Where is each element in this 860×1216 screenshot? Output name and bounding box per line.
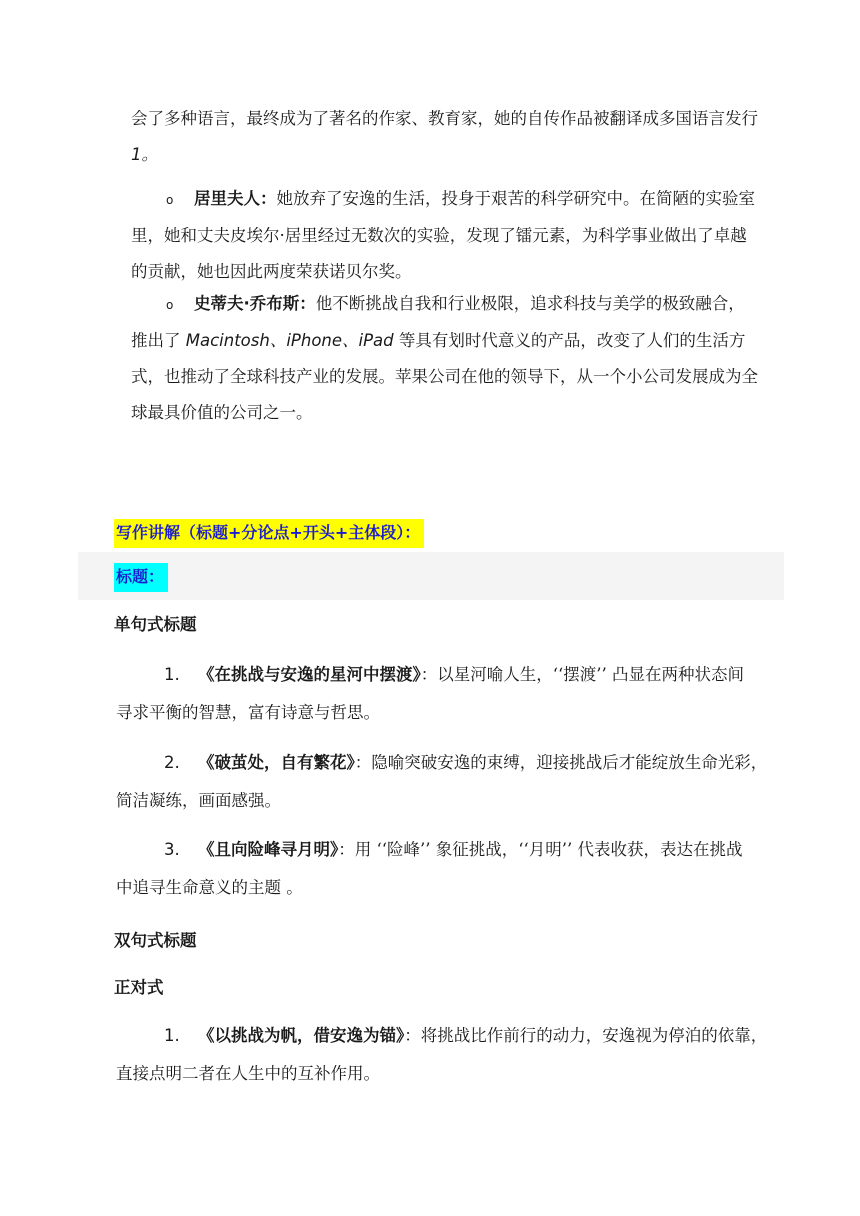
parallel-heading: 正对式 xyxy=(114,978,164,997)
intro-line-1: 会了多种语言，最终成为了著名的作家、教育家，她的自传作品被翻译成多国语言发行 xyxy=(131,109,758,128)
jobs-line-2-post: 等具有划时代意义的产品，改变了人们的生活方 xyxy=(393,331,746,350)
item-line-2: 直接点明二者在人生中的互补作用。 xyxy=(116,1064,380,1083)
curie-paragraph xyxy=(131,181,785,290)
curie-line-3: 的贡献，她也因此两度荣获诺贝尔奖。 xyxy=(131,262,412,281)
item-title: 《在挑战与安逸的星河中摆渡》 xyxy=(198,665,421,684)
double-heading: 双句式标题 xyxy=(114,931,197,950)
jobs-products: Macintosh、iPhone、iPad xyxy=(185,331,394,350)
parallel-item-1 xyxy=(114,1017,784,1093)
jobs-line-1: 他不断挑战自我和行业极限，追求科技与美学的极致融合， xyxy=(315,294,745,313)
item-number: 2. xyxy=(164,753,180,772)
item-line-2: 简洁凝练，画面感强。 xyxy=(116,791,281,810)
single-item-1 xyxy=(114,656,784,732)
intro-line-2: 1。 xyxy=(131,145,158,164)
item-line-1: ：用 ‘‘险峰’’ 象征挑战，‘‘月明’’ 代表收获，表达在挑战 xyxy=(338,840,743,859)
item-number: 1. xyxy=(164,665,180,684)
jobs-name: 史蒂夫·乔布斯： xyxy=(194,294,316,313)
single-item-3 xyxy=(114,831,784,907)
item-line-1: ：以星河喻人生，‘‘摆渡’’ 凸显在两种状态间 xyxy=(420,665,744,684)
item-line-1: ：隐喻突破安逸的束缚，迎接挑战后才能绽放生命光彩， xyxy=(354,753,768,772)
item-number: 1. xyxy=(164,1026,180,1045)
item-line-2: 寻求平衡的智慧，富有诗意与哲思。 xyxy=(116,703,380,722)
bullet-icon: o xyxy=(166,298,174,312)
curie-line-1: 她放弃了安逸的生活，投身于艰苦的科学研究中。在简陋的实验室 xyxy=(276,189,755,208)
jobs-line-3: 式，也推动了全球科技产业的发展。苹果公司在他的领导下，从一个小公司发展成为全 xyxy=(131,367,758,386)
item-title: 《破茧处，自有繁花》 xyxy=(198,753,355,772)
item-number: 3. xyxy=(164,840,180,859)
jobs-line-2-pre: 推出了 xyxy=(131,331,186,350)
jobs-line-4: 球最具价值的公司之一。 xyxy=(131,403,313,422)
section-heading xyxy=(114,520,424,543)
curie-line-2: 里，她和丈夫皮埃尔·居里经过无数次的实验，发现了镭元素，为科学事业做出了卓越 xyxy=(131,226,747,245)
jobs-paragraph xyxy=(131,286,785,431)
single-heading: 单句式标题 xyxy=(114,615,197,634)
bullet-icon: o xyxy=(166,193,174,207)
item-line-2: 中追寻生命意义的主题 。 xyxy=(116,878,303,897)
curie-name: 居里夫人： xyxy=(194,189,277,208)
intro-paragraph xyxy=(131,101,785,173)
single-item-2 xyxy=(114,744,784,820)
item-line-1: ：将挑战比作前行的动力，安逸视为停泊的依靠， xyxy=(404,1026,768,1045)
title-heading-text: 标题： xyxy=(114,563,168,592)
section-heading-text: 写作讲解（标题+分论点+开头+主体段）： xyxy=(114,519,424,548)
shaded-band xyxy=(78,552,784,600)
item-title: 《且向险峰寻月明》 xyxy=(198,840,339,859)
title-heading xyxy=(114,564,168,587)
item-title: 《以挑战为帆，借安逸为锚》 xyxy=(198,1026,405,1045)
